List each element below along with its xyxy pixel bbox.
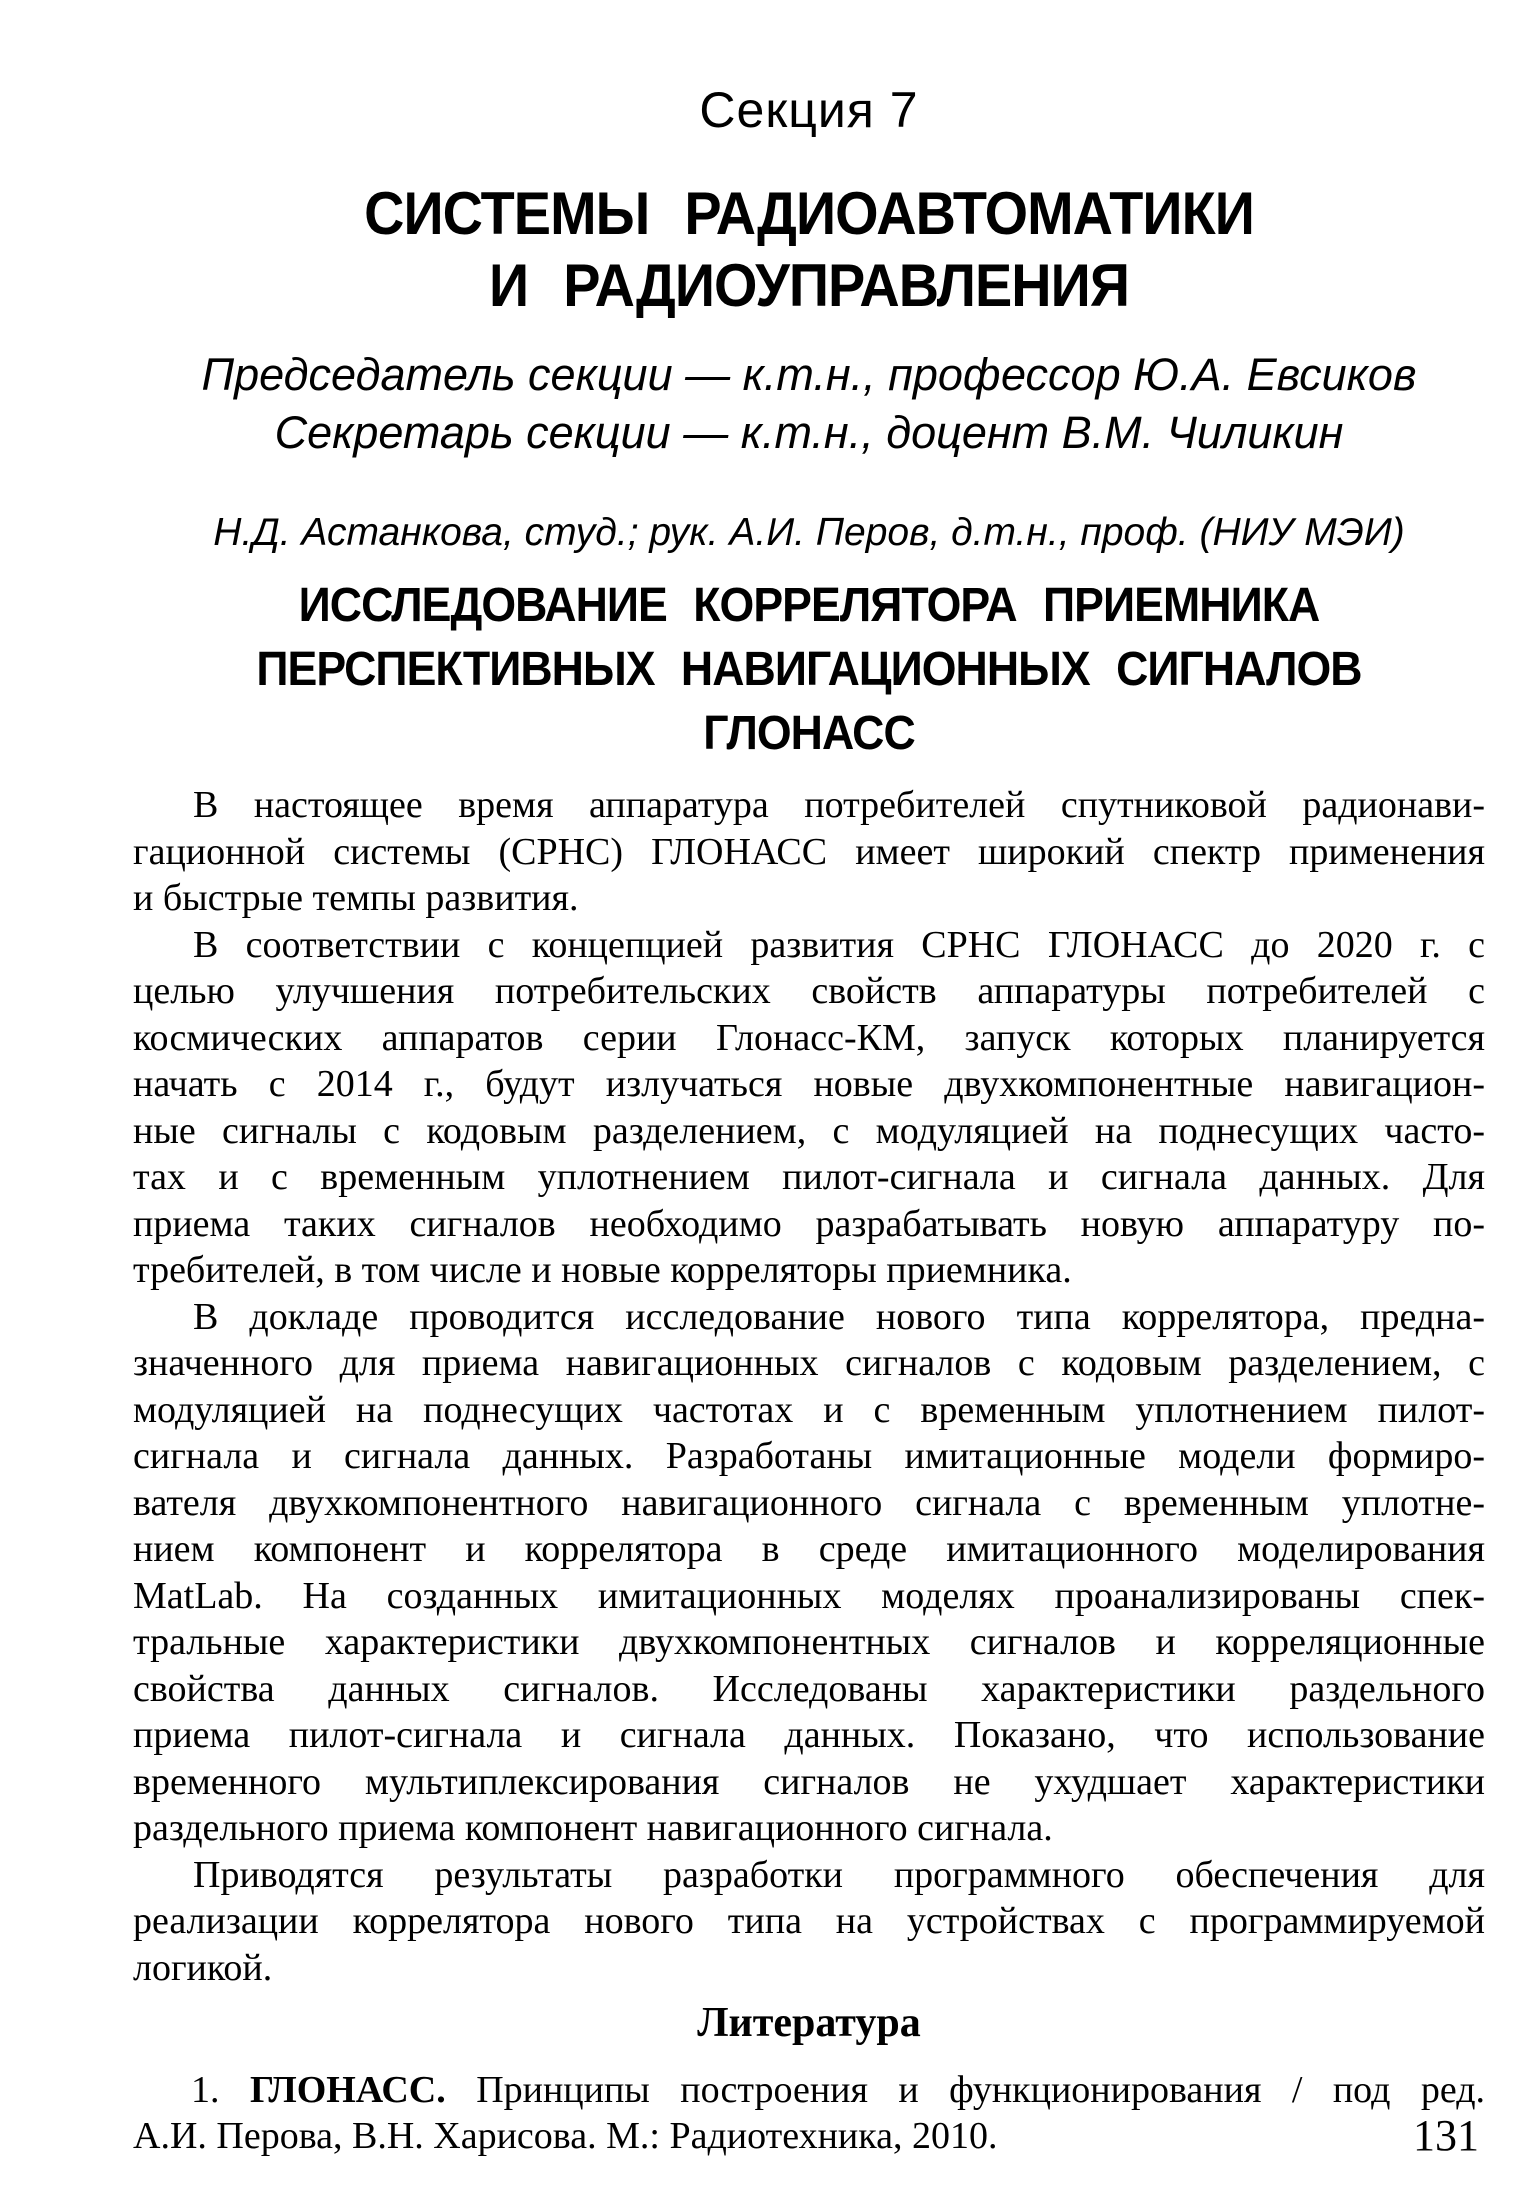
body-line: В настоящее время аппаратура потребителей спутниковой радионави- (193, 784, 1485, 826)
section-label: Секция 7 (699, 82, 919, 138)
body-line: раздельного приема компонент навигационного сигнала. (133, 1807, 1053, 1849)
reference-text: Принципы построения и функционирования / под ред. (476, 2069, 1485, 2111)
section-title-line-2: И РАДИОУПРАВЛЕНИЯ (488, 252, 1130, 319)
body-line: космических аппаратов серии Глонасс-КМ, запуск которых планируется (133, 1016, 1485, 1059)
body-line: свойства данных сигналов. Исследованы характеристики раздельного (133, 1667, 1485, 1710)
page-number: 131 (1413, 2111, 1479, 2160)
reference-bold-title: ГЛОНАСС. (249, 2069, 446, 2111)
author-line: Н.Д. Астанкова, студ.; рук. А.И. Перов, д.т.н., проф. (НИУ МЭИ) (213, 511, 1405, 554)
body-line: реализации коррелятора нового типа на устройствах с программируемой (133, 1900, 1485, 1942)
body-line: приема пилот-сигнала и сигнала данных. Показано, что использование (133, 1714, 1485, 1756)
reference-number: 1. (191, 2069, 220, 2111)
body-line: логикой. (133, 1946, 273, 1989)
body-line: гационной системы (СРНС) ГЛОНАСС имеет широкий спектр применения (133, 830, 1485, 873)
body-line: В докладе проводится исследование нового типа коррелятора, предна- (193, 1295, 1485, 1338)
body-line: временного мультиплексирования сигналов не ухудшает характеристики (133, 1760, 1485, 1803)
body-line: сигнала и сигнала данных. Разработаны имитационные модели формиро- (133, 1435, 1485, 1477)
body-line: значенного для приема навигационных сигналов с кодовым разделением, с (133, 1342, 1485, 1384)
body-line: В соответствии с концепцией развития СРНС ГЛОНАСС до 2020 г. с (193, 923, 1485, 966)
section-title (180, 178, 1437, 322)
body-line: требителей, в том числе и новые корреляторы приемника. (133, 1249, 1072, 1291)
paper-title (180, 574, 1437, 766)
text-column (133, 0, 1485, 2159)
abstract-body (133, 782, 1485, 1991)
body-line: Приводятся результаты разработки программного обеспечения для (193, 1853, 1485, 1896)
section-officers (133, 346, 1485, 462)
body-line: и быстрые темпы развития. (133, 877, 579, 919)
body-line: приема таких сигналов необходимо разрабатывать новую аппаратуру по- (133, 1202, 1485, 1245)
chairman-line: Председатель секции — к.т.н., профессор Ю.А. Евсиков (201, 349, 1417, 400)
body-line: ные сигналы с кодовым разделением, с модуляцией на поднесущих часто- (133, 1109, 1485, 1152)
paper-title-line-1: ИССЛЕДОВАНИЕ КОРРЕЛЯТОРА ПРИЕМНИКА (298, 579, 1320, 632)
body-line: целью улучшения потребительских свойств аппаратуры потребителей с (133, 970, 1485, 1012)
section-title-line-1: СИСТЕМЫ РАДИОАВТОМАТИКИ (364, 180, 1254, 247)
body-line: модуляцией на поднесущих частотах и с временным уплотнением пилот- (133, 1388, 1485, 1431)
body-line: начать с 2014 г., будут излучаться новые двухкомпонентные навигацион- (133, 1063, 1485, 1105)
secretary-line: Секретарь секции — к.т.н., доцент В.М. Чиликин (274, 407, 1344, 458)
body-line: MatLab. На созданных имитационных моделях проанализированы спек- (133, 1574, 1485, 1617)
paper-title-line-2: ПЕРСПЕКТИВНЫХ НАВИГАЦИОННЫХ СИГНАЛОВ ГЛОНАСС (256, 643, 1362, 760)
references-heading: Литература (697, 2000, 921, 2046)
reference-entry (133, 2067, 1485, 2159)
body-line: тральные характеристики двухкомпонентных сигналов и корреляционные (133, 1621, 1485, 1663)
reference-line-2: А.И. Перова, В.Н. Харисова. М.: Радиотехника, 2010. (133, 2115, 998, 2157)
body-line: нием компонент и коррелятора в среде имитационного моделирования (133, 1528, 1485, 1570)
body-line: тах и с временным уплотнением пилот-сигнала и сигнала данных. Для (133, 1156, 1485, 1198)
body-line: вателя двухкомпонентного навигационного сигнала с временным уплотне- (133, 1481, 1485, 1524)
reference-line-1 (133, 2067, 1485, 2113)
